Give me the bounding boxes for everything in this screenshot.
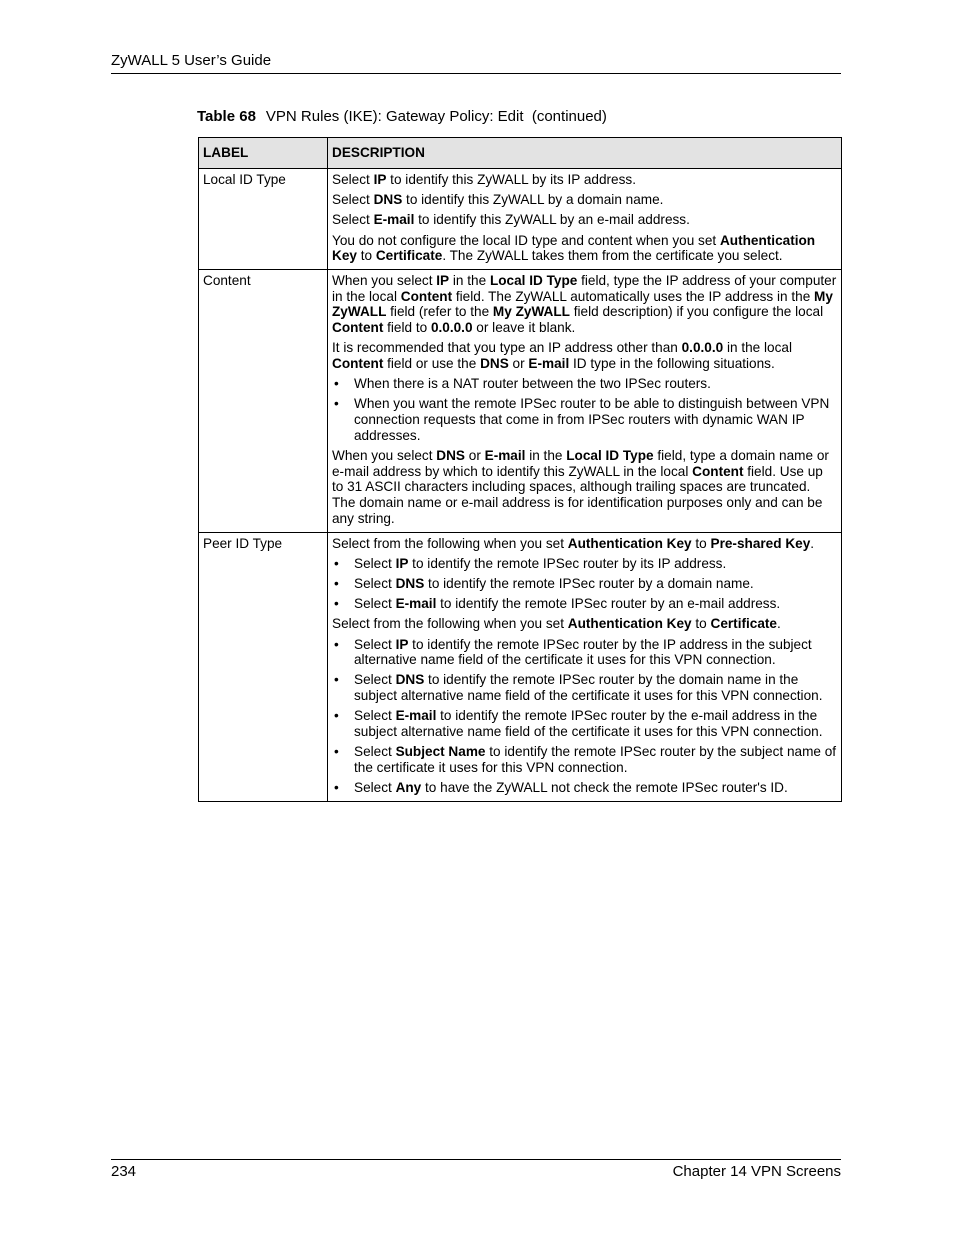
bold-term: Content (400, 288, 453, 304)
table-row (199, 532, 842, 801)
description-paragraph: When you select IP in the Local ID Type field, type the IP address of your computer in the local Content field. The ZyWALL automatically uses the IP address in the My ZyWALL field (refer to the My ZyWALL field description) if you configure the local Content field to 0.0.0.0 or leave it blank. (332, 273, 837, 336)
bullet-icon: • (334, 575, 339, 591)
bold-term: IP (395, 555, 409, 571)
bold-term: Authentication Key (567, 535, 692, 551)
bullet-text: Select Subject Name to identify the remote IPSec router by the subject name of the certificate it uses for this VPN connection. (354, 744, 837, 775)
bullet-item (332, 637, 837, 668)
bold-term: 0.0.0.0 (681, 340, 724, 356)
bullet-text: Select DNS to identify the remote IPSec router by the domain name in the subject alternative name field of the certificate it uses for this VPN connection. (354, 672, 823, 704)
bullet-text: When there is a NAT router between the two IPSec routers. (354, 376, 711, 392)
bullet-text: Select DNS to identify the remote IPSec router by a domain name. (354, 575, 754, 591)
guide-title: ZyWALL 5 User’s Guide (111, 52, 272, 69)
description-paragraph: Select IP to identify this ZyWALL by its IP address. (332, 172, 636, 187)
bold-term: IP (395, 636, 409, 652)
page-header (111, 51, 841, 74)
bullet-icon: • (334, 672, 339, 688)
description-paragraph: Select E-mail to identify this ZyWALL by an e-mail address. (332, 212, 690, 228)
bold-term: DNS (480, 356, 509, 372)
bold-term: Content (332, 356, 384, 372)
bullet-text: Select Any to have the ZyWALL not check the remote IPSec router's ID. (354, 780, 788, 796)
table-number: Table 68 (197, 108, 256, 125)
bold-term: DNS (436, 448, 465, 464)
bold-term: DNS (395, 672, 425, 688)
bullet-icon: • (334, 744, 339, 760)
bold-term: E-mail (484, 448, 526, 464)
bullet-item (332, 708, 837, 739)
table-header-row (199, 138, 842, 169)
chapter-title: Chapter 14 VPN Screens (672, 1163, 841, 1180)
bold-term: Content (692, 463, 744, 479)
bold-term: Authentication Key (332, 232, 816, 264)
page-number: 234 (111, 1163, 137, 1180)
bullet-text: Select IP to identify the remote IPSec router by its IP address. (354, 555, 727, 571)
bullet-item (332, 596, 837, 612)
row-description (328, 270, 842, 533)
table-row (199, 169, 842, 270)
bullet-text: When you want the remote IPSec router to be able to distinguish between VPN connection requests that come in from IPSec routers with dynamic WAN IP addresses. (354, 396, 830, 443)
table-row (199, 270, 842, 533)
bold-term: Any (395, 780, 422, 796)
description-paragraph: You do not configure the local ID type and content when you set Authentication Key to Certificate. The ZyWALL takes them from the certificate you select. (332, 232, 816, 264)
bold-term: Subject Name (395, 744, 486, 760)
bold-term: E-mail (395, 596, 437, 612)
bullet-item (332, 396, 837, 443)
bold-term: IP (436, 273, 450, 289)
bullet-icon: • (334, 708, 339, 724)
description-paragraph: Select DNS to identify this ZyWALL by a domain name. (332, 192, 664, 208)
bullet-icon: • (334, 780, 339, 796)
bullet-item (332, 672, 837, 703)
description-paragraph: It is recommended that you type an IP address other than 0.0.0.0 in the local Content field or use the DNS or E-mail ID type in the following situations. (332, 340, 792, 372)
bold-term: E-mail (395, 708, 437, 724)
table-title: VPN Rules (IKE): Gateway Policy: Edit (continued) (265, 108, 607, 125)
row-description (328, 169, 842, 270)
row-label: Local ID Type (199, 169, 328, 270)
bold-term: Certificate (710, 616, 777, 632)
bold-term: My ZyWALL (492, 304, 570, 320)
bullet-icon: • (334, 376, 339, 392)
bullet-item (332, 576, 837, 592)
bold-term: E-mail (528, 356, 570, 372)
row-description (328, 532, 842, 801)
bold-term: IP (373, 172, 387, 187)
bold-term: DNS (373, 192, 403, 208)
bullet-item (332, 780, 837, 796)
page-footer (111, 1159, 841, 1182)
bold-term: Local ID Type (566, 448, 654, 464)
bold-term: Authentication Key (567, 616, 692, 632)
column-header-label: LABEL (199, 138, 328, 169)
bullet-text: Select E-mail to identify the remote IPSec router by an e-mail address. (354, 596, 781, 612)
bullet-text: Select IP to identify the remote IPSec router by the IP address in the subject alternative name field of the certificate it uses for this VPN connection. (354, 636, 812, 668)
bold-term: My ZyWALL (332, 288, 833, 320)
description-paragraph: Select from the following when you set Authentication Key to Certificate. (332, 616, 781, 632)
column-header-description: DESCRIPTION (328, 138, 842, 169)
bullet-item (332, 556, 837, 572)
bullet-icon: • (334, 596, 339, 612)
bold-term: Pre-shared Key (710, 535, 811, 551)
row-label: Peer ID Type (199, 532, 328, 801)
bullet-icon: • (334, 396, 339, 412)
bold-term: Local ID Type (489, 273, 578, 289)
table-body (199, 169, 842, 802)
bold-term: Content (332, 320, 384, 336)
bullet-text: Select E-mail to identify the remote IPSec router by the e-mail address in the subject alternative name field of the certificate it uses for this VPN connection. (354, 708, 823, 740)
bullet-item (332, 744, 837, 775)
bullet-icon: • (334, 636, 339, 652)
row-label: Content (199, 270, 328, 533)
description-paragraph: Select from the following when you set Authentication Key to Pre-shared Key. (332, 535, 815, 551)
bold-term: DNS (395, 575, 425, 591)
bold-term: 0.0.0.0 (430, 320, 473, 336)
bullet-item (332, 376, 837, 392)
bold-term: E-mail (373, 212, 415, 228)
bullet-icon: • (334, 555, 339, 571)
description-paragraph: When you select DNS or E-mail in the Local ID Type field, type a domain name or e-mail address by which to identify this ZyWALL in the local Content field. Use up to 31 ASCII characters including spaces, although trailing spaces are truncated. The domain name or e-mail address is for identification purposes only and can be any string. (332, 448, 829, 526)
description-table (198, 137, 842, 802)
bold-term: Certificate (375, 248, 443, 264)
table-caption (197, 107, 607, 127)
